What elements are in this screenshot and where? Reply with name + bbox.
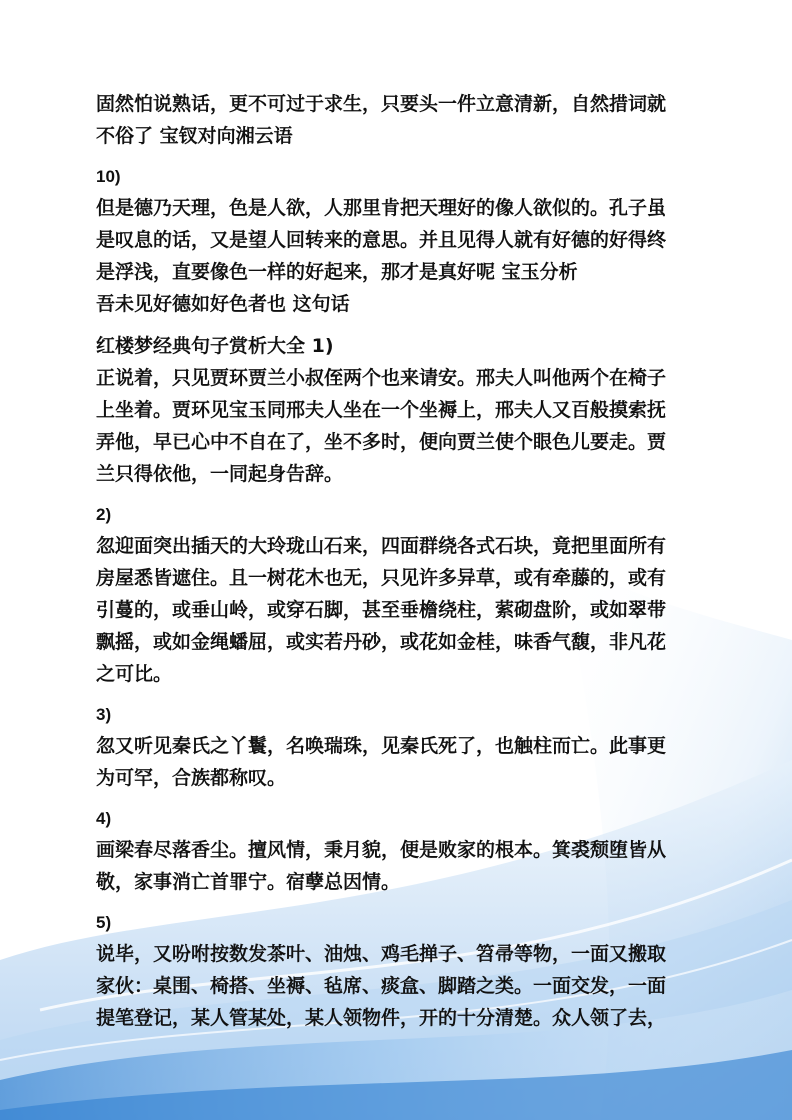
text-line: 固然怕说熟话，更不可过于求生，只要头一件立意清新，自然措词就 [96, 93, 667, 115]
text-line: 房屋悉皆遮住。且一树花木也无，只见许多异草，或有牵藤的，或有 [96, 567, 667, 589]
quote-4 [96, 804, 702, 898]
quote-2 [96, 500, 702, 690]
document-body [96, 88, 702, 1034]
quote-number: 10) [96, 167, 121, 186]
text-line: 吾未见好德如好色者也 这句话 [96, 293, 350, 315]
intro-paragraph [96, 88, 702, 152]
text-line: 弄他，早已心中不自在了，坐不多时，便向贾兰使个眼色儿要走。贾 [96, 431, 667, 453]
quote-number: 4) [96, 809, 112, 828]
text-line: 家伙：桌围、椅搭、坐褥、毡席、痰盒、脚踏之类。一面交发，一面 [96, 975, 667, 997]
text-line: 为可罕，合族都称叹。 [96, 767, 287, 789]
quote-10 [96, 162, 702, 320]
quote-3 [96, 700, 702, 794]
text-line: 敬，家事消亡首罪宁。宿孽总因情。 [96, 871, 401, 893]
text-line: 画梁春尽落香尘。擅风情，秉月貌，便是败家的根本。箕裘颓堕皆从 [96, 839, 667, 861]
text-line: 说毕，又吩咐按数发茶叶、油烛、鸡毛掸子、笤帚等物，一面又搬取 [96, 943, 667, 965]
quote-number: 5) [96, 913, 112, 932]
text-line: 上坐着。贾环见宝玉同邢夫人坐在一个坐褥上，邢夫人又百般摸索抚 [96, 399, 667, 421]
text-line: 提笔登记，某人管某处，某人领物件，开的十分清楚。众人领了去， [96, 1007, 667, 1029]
text-line: 是浮浅，直要像色一样的好起来，那才是真好呢 宝玉分析 [96, 261, 578, 283]
quote-number: 2) [96, 505, 112, 524]
quote-5 [96, 908, 702, 1034]
section-heading: 红楼梦经典句子赏析大全 1) [96, 335, 334, 357]
text-line: 正说着，只见贾环贾兰小叔侄两个也来请安。邢夫人叫他两个在椅子 [96, 367, 667, 389]
text-line: 不俗了 宝钗对向湘云语 [96, 125, 293, 147]
text-line: 但是德乃天理，色是人欲，人那里肯把天理好的像人欲似的。孔子虽 [96, 197, 667, 219]
text-line: 忽又听见秦氏之丫鬟，名唤瑞珠，见秦氏死了，也触柱而亡。此事更 [96, 735, 667, 757]
text-line: 忽迎面突出插天的大玲珑山石来，四面群绕各式石块，竟把里面所有 [96, 535, 667, 557]
text-line: 引蔓的，或垂山岭，或穿石脚，甚至垂檐绕柱，萦砌盘阶，或如翠带 [96, 599, 667, 621]
text-line: 兰只得依他，一同起身告辞。 [96, 463, 344, 485]
text-line: 飘摇，或如金绳蟠屈，或实若丹砂，或花如金桂，味香气馥，非凡花 [96, 631, 667, 653]
text-line: 是叹息的话，又是望人回转来的意思。并且见得人就有好德的好得终 [96, 229, 667, 251]
quote-number: 3) [96, 705, 112, 724]
quote-1 [96, 330, 702, 490]
text-line: 之可比。 [96, 663, 173, 685]
